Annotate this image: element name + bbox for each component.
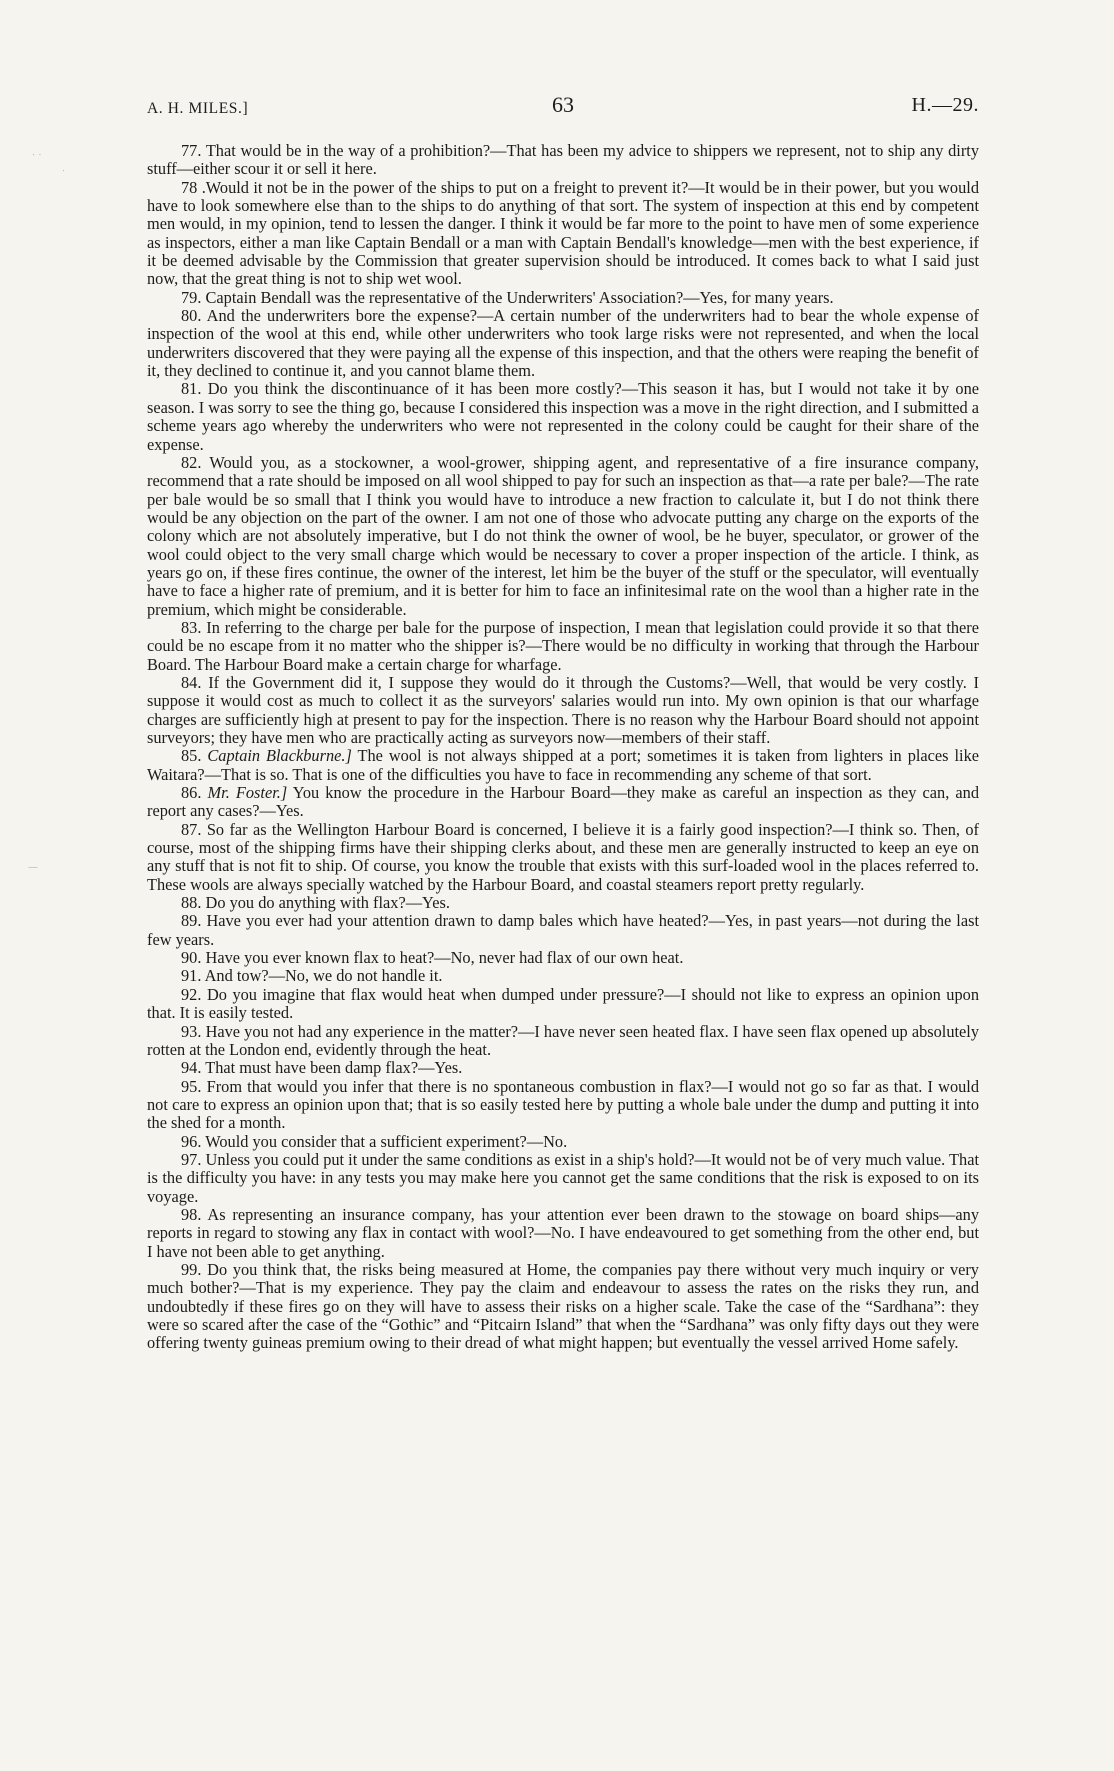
question-number: 82. <box>181 452 202 472</box>
question-number: 96. <box>181 1131 202 1151</box>
question-text: Have you ever had your attention drawn to damp bales which have heated?—Yes, in past years—not during the last few years. <box>147 911 979 949</box>
question-77 <box>147 142 979 179</box>
question-89 <box>147 912 979 949</box>
question-83 <box>147 619 979 674</box>
question-number: 89. <box>181 911 202 931</box>
question-number: 84. <box>181 672 202 692</box>
page-number: 63 <box>552 92 574 117</box>
margin-speck: — <box>28 862 38 873</box>
question-text: .Would it not be in the power of the ships to put on a freight to prevent it?—It would be in their power, but you would have to look somewhere else than to the ships to do anything of that sort. The system of inspection at this end by competent men would, in my opinion, tend to lessen the danger. I think it would be far more to the point to have men of some experience as inspectors, either a man like Captain Bendall or a man with Captain Bendall's knowledge—men with the best experience, if it be deemed advisable by the Commission that greater supervision should be introduced. It comes back to what I said just now, that the great thing is not to ship wet wool. <box>147 177 979 289</box>
question-text: Would you, as a stockowner, a wool-grower, shipping agent, and representative of a fire insurance company, recommend that a rate should be imposed on all wool shipped to pay for such an inspection as that—a rate per bale?—The rate per bale would be so small that I think you would have to introduce a new fraction to calculate it, but I do not think there would be any objection on the part of the owner. I am not one of those who advocate putting any charge on the exports of the colony which are not absolutely imperative, but I do not think the owner of wool, be he buyer, speculator, or grower of the wool could object to the very small charge which would be necessary to cover a proper inspection of the article. I think, as years go on, if these fires continue, the owner of the interest, let him be the buyer of the stuff or the speculator, will eventually have to face a higher rate of premium, and it is better for him to face an infinitesimal rate on the wool than a higher rate in the premium, which might be considerable. <box>147 452 979 619</box>
question-number: 79. <box>181 287 202 307</box>
question-text: You know the procedure in the Harbour Board—they make as careful an inspection as they can, and report any cases?—Yes. <box>147 783 980 821</box>
question-number: 90. <box>181 948 202 968</box>
question-text: So far as the Wellington Harbour Board is concerned, I believe it is a fairly good inspection?—I think so. Then, of course, most of the shipping firms have their shipping clerks about, and these men are generally instructed to keep an eye on any stuff that is not fit to ship. Of course, you know the trouble that exists with this surf-loaded wool in the places referred to. These wools are always specially watched by the Harbour Board, and coastal steamers report pretty regularly. <box>147 819 979 894</box>
question-text: In referring to the charge per bale for the purpose of inspection, I mean that legislation could provide it so that there could be no escape from it no matter who the shipper is?—There would be no difficulty in working that through the Harbour Board. The Harbour Board make a certain charge for wharfage. <box>147 617 979 674</box>
question-text: Unless you could put it under the same conditions as exist in a ship's hold?—It would not be of very much value. That is the difficulty you have: in any tests you may make here you cannot get the same conditions that the risk is exposed to on its voyage. <box>147 1149 979 1206</box>
question-78 <box>147 179 979 289</box>
question-text: As representing an insurance company, has your attention ever been drawn to the stowage on board ships—any reports in regard to stowing any flax in contact with wool?—No. I have endeavoured to get something from the other end, but I have not been able to get anything. <box>147 1204 979 1261</box>
speaker-name: Mr. Foster.] <box>207 783 288 803</box>
question-number: 99. <box>181 1259 202 1279</box>
question-text: Would you consider that a sufficient experiment?—No. <box>205 1131 568 1151</box>
document-page <box>147 92 979 1353</box>
question-79 <box>147 289 979 307</box>
question-90 <box>147 949 979 967</box>
question-text: And the underwriters bore the expense?—A certain number of the underwriters had to bear the whole expense of inspection of the wool at this end, while other underwriters who took large risks were not represented, and when the local underwriters discovered that they were paying all the expense of this inspection, and that the others were reaping the benefit of it, they declined to continue it, and you cannot blame them. <box>147 306 979 381</box>
question-99 <box>147 1261 979 1353</box>
question-number: 87. <box>181 819 202 839</box>
question-87 <box>147 821 979 894</box>
question-85 <box>147 747 979 784</box>
question-text: Have you not had any experience in the matter?—I have never seen heated flax. I have seen flax opened up absolutely rotten at the London end, evidently through the heat. <box>147 1021 979 1059</box>
question-91 <box>147 967 979 985</box>
question-text: The wool is not always shipped at a port; sometimes it is taken from lighters in places like Waitara?—That is so. That is one of the difficulties you have to face in recommending any scheme of that sort. <box>147 746 979 784</box>
question-text: From that would you infer that there is no spontaneous combustion in flax?—I would not go so far as that. I would not care to express an opinion upon that; that is so easily tested here by putting a whole bale under the dump and putting it into the shed for a month. <box>147 1076 980 1133</box>
question-text: That would be in the way of a prohibition?—That has been my advice to shippers we represent, not to ship any dirty stuff—either scour it or sell it here. <box>147 141 979 179</box>
question-text: Captain Bendall was the representative of the Underwriters' Association?—Yes, for many years. <box>205 287 834 307</box>
header-witness-name: A. H. MILES.] <box>147 100 249 117</box>
question-94 <box>147 1059 979 1077</box>
speaker-name: Captain Blackburne.] <box>207 746 352 766</box>
question-number: 95. <box>181 1076 202 1096</box>
question-number: 93. <box>181 1021 202 1041</box>
paper-reference: H.—29. <box>911 94 979 116</box>
question-number: 83. <box>181 617 202 637</box>
question-text: Do you think that, the risks being measured at Home, the companies pay there without very much inquiry or very much bother?—That is my experience. They pay the claim and endeavour to assess the rates on the risks they run, and undoubtedly if these fires go on they will have to assess their risks on a higher scale. Take the case of the “Sardhana”: they were so scared after the case of the “Gothic” and “Pitcairn Island” that when the “Sardhana” was only fifty days out they were offering twenty guineas premium owing to their dread of what might happen; but eventually the vessel arrived Home safely. <box>147 1259 979 1353</box>
question-number: 92. <box>181 984 202 1004</box>
question-93 <box>147 1023 979 1060</box>
question-98 <box>147 1206 979 1261</box>
margin-speck: ⋅ ⋅ <box>32 150 42 161</box>
question-96 <box>147 1133 979 1151</box>
question-number: 88. <box>181 893 202 913</box>
question-number: 77. <box>181 141 202 160</box>
question-82 <box>147 454 979 619</box>
question-text: That must have been damp flax?—Yes. <box>205 1058 463 1078</box>
question-81 <box>147 380 979 453</box>
question-number: 98. <box>181 1204 202 1224</box>
question-95 <box>147 1078 979 1133</box>
question-80 <box>147 307 979 380</box>
question-number: 78 <box>181 177 198 197</box>
question-97 <box>147 1151 979 1206</box>
margin-speck: ⋅ <box>62 166 66 177</box>
page-header <box>147 92 979 128</box>
testimony-body <box>147 142 979 1353</box>
question-92 <box>147 986 979 1023</box>
question-number: 86. <box>181 783 202 803</box>
question-text: And tow?—No, we do not handle it. <box>204 966 443 986</box>
question-number: 91. <box>181 966 202 986</box>
question-number: 85. <box>181 746 202 766</box>
question-text: If the Government did it, I suppose they would do it through the Customs?—Well, that would be very costly. I suppose it would cost as much to collect it as the surveyors' salaries would run into. My own opinion is that our wharfage charges are sufficiently high at present to pay for the inspection. There is no reason why the Harbour Board should not appoint surveyors; they have men who are practically acting as surveyors now—members of their staff. <box>147 672 979 747</box>
question-number: 81. <box>181 379 202 399</box>
question-number: 97. <box>181 1149 202 1169</box>
question-88 <box>147 894 979 912</box>
question-84 <box>147 674 979 747</box>
question-text: Have you ever known flax to heat?—No, never had flax of our own heat. <box>205 948 684 968</box>
question-text: Do you imagine that flax would heat when dumped under pressure?—I should not like to express an opinion upon that. It is easily tested. <box>147 984 979 1023</box>
question-86 <box>147 784 979 821</box>
question-text: Do you do anything with flax?—Yes. <box>205 893 450 913</box>
question-number: 80. <box>181 306 202 326</box>
question-number: 94. <box>181 1058 202 1078</box>
question-text: Do you think the discontinuance of it has been more costly?—This season it has, but I would not take it by one season. I was sorry to see the thing go, because I considered this inspection was a move in the right direction, and I submitted a scheme years ago whereby the underwriters who were not represented in the colony could be caught for their share of the expense. <box>147 379 979 454</box>
